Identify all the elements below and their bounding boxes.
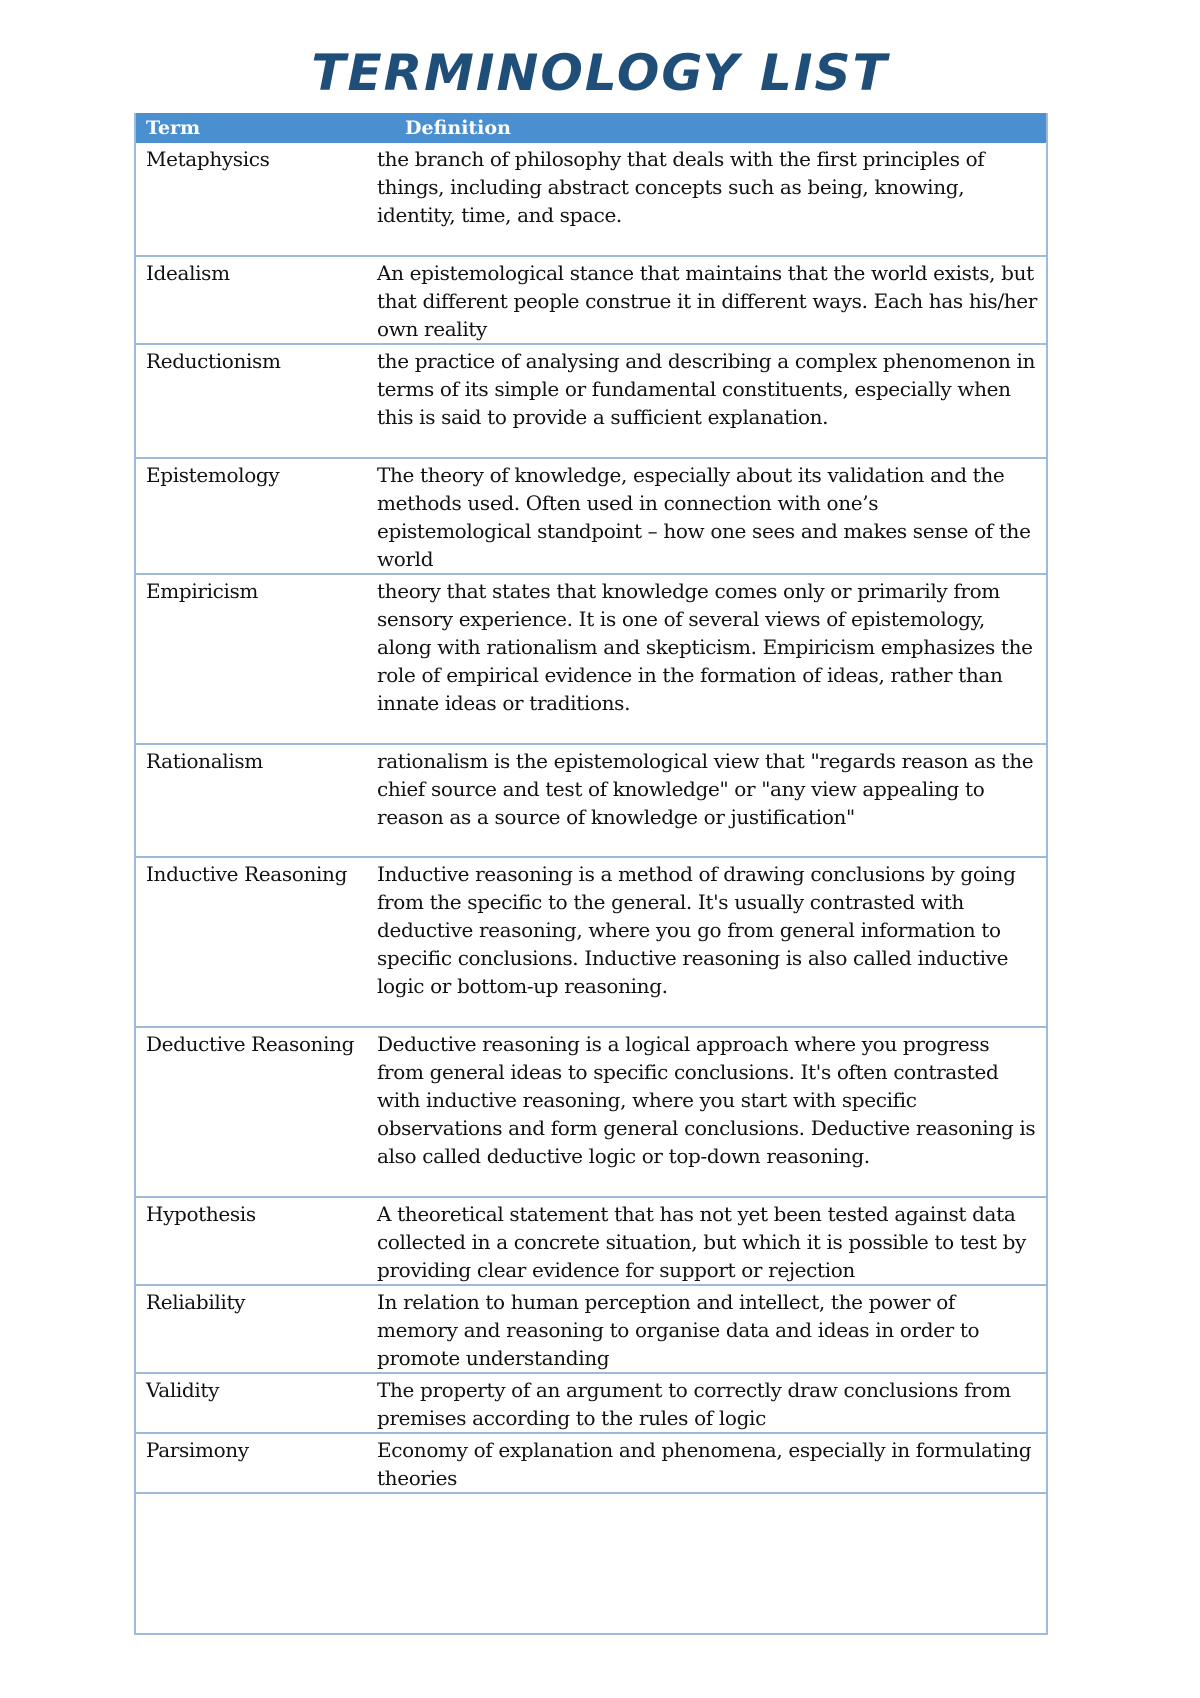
definition-cell: A theoretical statement that has not yet been tested against data collected in a concrete situation, but which it is possible to test by providing clear evidence for support or rejection [367,1197,1047,1285]
definition-cell: Deductive reasoning is a logical approach where you progress from general ideas to specific conclusions. It's often contrasted with inductive reasoning, where you start with specific observations and form general conclusions. Deductive reasoning is also called deductive logic or top-down reasoning. [367,1027,1047,1197]
term-cell: Epistemology [135,458,367,574]
term-cell: Reductionism [135,344,367,458]
term-cell [135,1493,367,1634]
table-row [135,1285,1047,1373]
definition-cell: theory that states that knowledge comes only or primarily from sensory experience. It is one of several views of epistemology, along with rationalism and skepticism. Empiricism emphasizes the role of empirical evidence in the formation of ideas, rather than innate ideas or traditions. [367,574,1047,744]
term-cell: Inductive Reasoning [135,857,367,1027]
definition-cell: The property of an argument to correctly draw conclusions from premises according to the rules of logic [367,1373,1047,1433]
definition-cell [367,1493,1047,1634]
definition-cell: Inductive reasoning is a method of drawing conclusions by going from the specific to the general. It's usually contrasted with deductive reasoning, where you go from general information to specific conclusions. Inductive reasoning is also called inductive logic or bottom-up reasoning. [367,857,1047,1027]
table-row [135,1027,1047,1197]
term-cell: Metaphysics [135,143,367,256]
table-row [135,857,1047,1027]
term-cell: Idealism [135,256,367,344]
table-row [135,744,1047,857]
definition-cell: The theory of knowledge, especially about its validation and the methods used. Often used in connection with one’s epistemological standpoint – how one sees and makes sense of the world [367,458,1047,574]
table-row [135,1197,1047,1285]
table-row [135,256,1047,344]
term-cell: Parsimony [135,1433,367,1493]
definition-cell: In relation to human perception and intellect, the power of memory and reasoning to organise data and ideas in order to promote understanding [367,1285,1047,1373]
page-title: TERMINOLOGY LIST [311,44,889,102]
definition-cell: the branch of philosophy that deals with the first principles of things, including abstract concepts such as being, knowing, identity, time, and space. [367,143,1047,256]
definition-cell: Economy of explanation and phenomena, especially in formulating theories [367,1433,1047,1493]
table-row [135,344,1047,458]
definition-cell: An epistemological stance that maintains that the world exists, but that different people construe it in different ways. Each has his/her own reality [367,256,1047,344]
table-row [135,1433,1047,1493]
table-row [135,1373,1047,1433]
term-column-header: Term [135,113,367,143]
table-row-empty [135,1493,1047,1634]
term-cell: Reliability [135,1285,367,1373]
term-cell: Deductive Reasoning [135,1027,367,1197]
table-row [135,574,1047,744]
definition-cell: the practice of analysing and describing a complex phenomenon in terms of its simple or fundamental constituents, especially when this is said to provide a sufficient explanation. [367,344,1047,458]
term-cell: Rationalism [135,744,367,857]
definition-column-header: Definition [367,113,1047,143]
definition-cell: rationalism is the epistemological view that "regards reason as the chief source and test of knowledge" or "any view appealing to reason as a source of knowledge or justification" [367,744,1047,857]
term-cell: Validity [135,1373,367,1433]
table-header-row [135,113,1047,143]
table-row [135,458,1047,574]
table-row [135,143,1047,256]
term-cell: Hypothesis [135,1197,367,1285]
term-cell: Empiricism [135,574,367,744]
terminology-table [134,113,1048,1635]
